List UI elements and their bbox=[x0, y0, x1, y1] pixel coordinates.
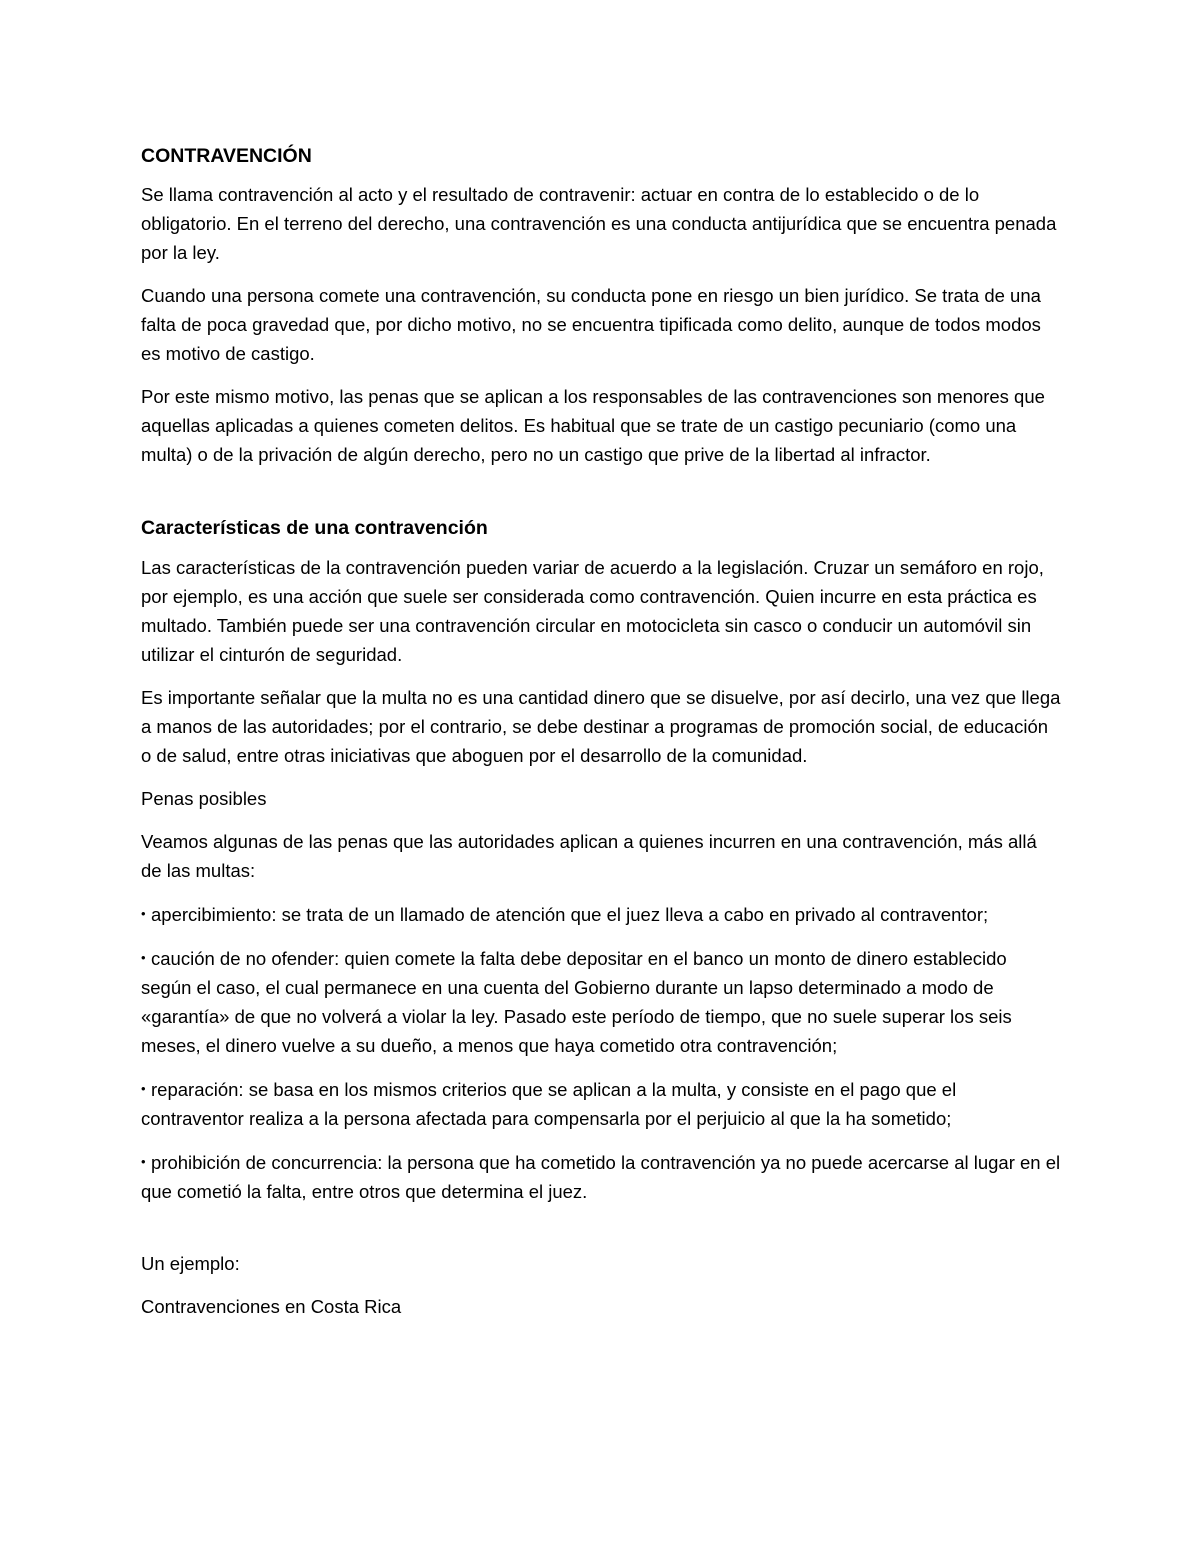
penas-intro: Veamos algunas de las penas que las autoridades aplican a quienes incurren en una contravención, más allá de las multas: bbox=[141, 831, 1037, 881]
intro-paragraph-1: Se llama contravención al acto y el resultado de contravenir: actuar en contra de lo establecido o de lo obligatorio. En el terreno del derecho, una contravención es una conducta antijurídica que se encuentra penada por la ley. bbox=[141, 184, 1057, 263]
document-page bbox=[141, 136, 1061, 1335]
example-title: Contravenciones en Costa Rica bbox=[141, 1296, 402, 1317]
bullet-text: prohibición de concurrencia: la persona que ha cometido la contravención ya no puede acercarse al lugar en el que cometió la falta, entre otros que determina el juez. bbox=[141, 1152, 1061, 1202]
bullet-icon: • bbox=[141, 1081, 146, 1096]
example-label: Un ejemplo: bbox=[141, 1253, 240, 1274]
bullet-text: caución de no ofender: quien comete la falta debe depositar en el banco un monto de dinero establecido según el caso, el cual permanece en una cuenta del Gobierno durante un lapso determinado a modo de «garantía» de que no volverá a violar la ley. Pasado este período de tiempo, que no suele superar los seis meses, el dinero vuelve a su dueño, a menos que haya cometido otra contravención; bbox=[141, 948, 1012, 1056]
bullet-icon: • bbox=[141, 1154, 146, 1169]
bullet-item-4 bbox=[141, 1147, 1061, 1206]
bullet-item-2 bbox=[141, 943, 1061, 1060]
bullet-item-3 bbox=[141, 1074, 1061, 1133]
penas-label: Penas posibles bbox=[141, 788, 267, 809]
bullet-icon: • bbox=[141, 950, 146, 965]
section-paragraph-1: Las características de la contravención pueden variar de acuerdo a la legislación. Cruzar un semáforo en rojo, por ejemplo, es una acción que suele ser considerada como contravención. Quien incurre en esta práctica es multado. También puede ser una contravención circular en motocicleta sin casco o conducir un automóvil sin utilizar el cinturón de seguridad. bbox=[141, 557, 1044, 665]
bullet-text: reparación: se basa en los mismos criterios que se aplican a la multa, y consiste en el pago que el contraventor realiza a la persona afectada para compensarla por el perjuicio al que la ha sometido; bbox=[141, 1079, 957, 1129]
bullet-icon: • bbox=[141, 906, 146, 921]
bullet-text: apercibimiento: se trata de un llamado de atención que el juez lleva a cabo en privado al contraventor; bbox=[151, 904, 989, 925]
section-paragraph-2: Es importante señalar que la multa no es una cantidad dinero que se disuelve, por así decirlo, una vez que llega a manos de las autoridades; por el contrario, se debe destinar a programas de promoción social, de educación o de salud, entre otras iniciativas que aboguen por el desarrollo de la comunidad. bbox=[141, 687, 1061, 766]
intro-paragraph-3: Por este mismo motivo, las penas que se aplican a los responsables de las contravenciones son menores que aquellas aplicadas a quienes cometen delitos. Es habitual que se trate de un castigo pecuniario (como una multa) o de la privación de algún derecho, pero no un castigo que prive de la libertad al infractor. bbox=[141, 386, 1045, 465]
section-heading: Características de una contravención bbox=[141, 517, 488, 539]
intro-paragraph-2: Cuando una persona comete una contravención, su conducta pone en riesgo un bien jurídico. Se trata de una falta de poca gravedad que, por dicho motivo, no se encuentra tipificada como delito, aunque de todos modos es motivo de castigo. bbox=[141, 285, 1041, 364]
document-title: CONTRAVENCIÓN bbox=[141, 145, 312, 167]
bullet-item-1 bbox=[141, 899, 1061, 929]
